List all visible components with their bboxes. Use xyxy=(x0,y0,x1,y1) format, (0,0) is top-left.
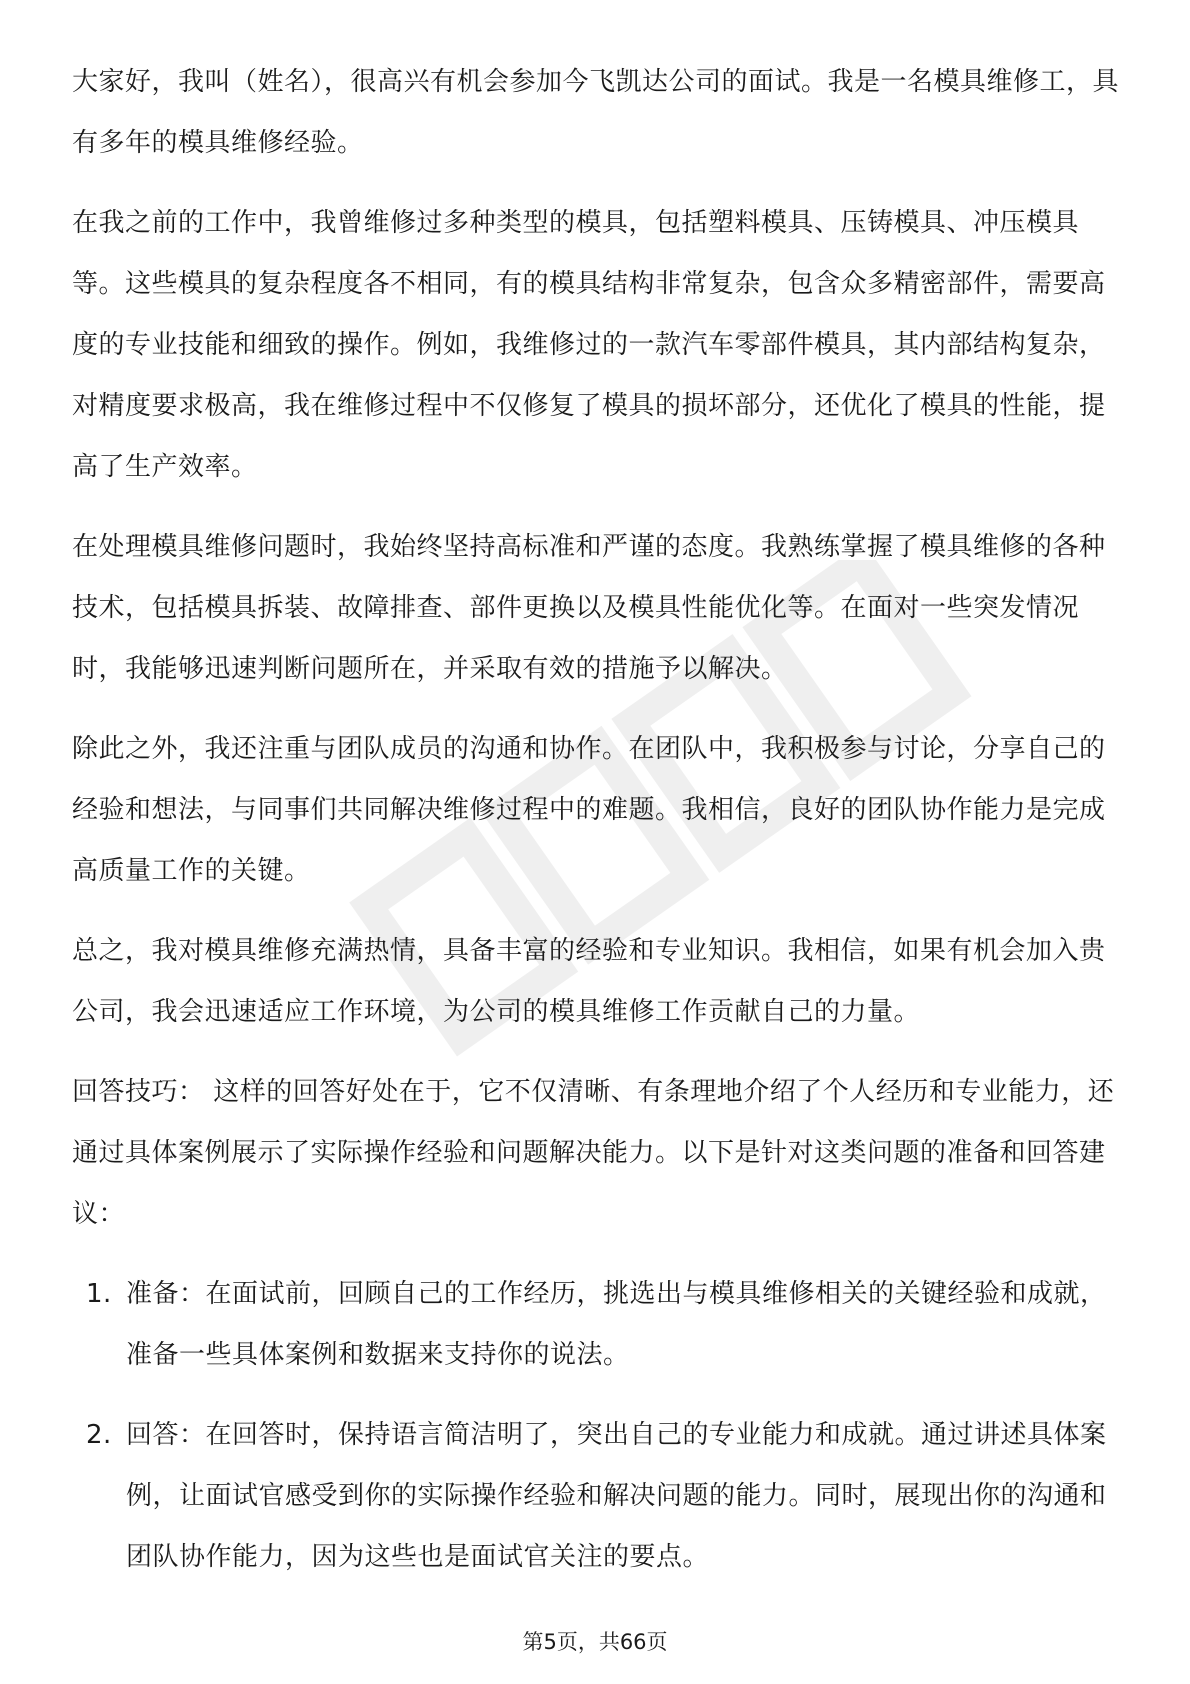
page-number-footer: 第5页，共66页 xyxy=(522,1630,668,1654)
list-item-number: 2. xyxy=(86,1420,112,1450)
document-page xyxy=(72,52,1122,1607)
tips-list xyxy=(72,1264,1122,1588)
paragraph-teamwork: 除此之外，我还注重与团队成员的沟通和协作。在团队中，我积极参与讨论，分享自己的经验和想法，与同事们共同解决维修过程中的难题。我相信，良好的团队协作能力是完成高质量工作的关键。 xyxy=(72,734,1106,886)
paragraph-summary: 总之，我对模具维修充满热情，具备丰富的经验和专业知识。我相信，如果有机会加入贵公司，我会迅速适应工作环境，为公司的模具维修工作贡献自己的力量。 xyxy=(72,936,1106,1027)
paragraph-experience: 在我之前的工作中，我曾维修过多种类型的模具，包括塑料模具、压铸模具、冲压模具等。这些模具的复杂程度各不相同，有的模具结构非常复杂，包含众多精密部件，需要高度的专业技能和细致的操作。例如，我维修过的一款汽车零部件模具，其内部结构复杂，对精度要求极高，我在维修过程中不仅修复了模具的损坏部分，还优化了模具的性能，提高了生产效率。 xyxy=(72,208,1106,482)
paragraph-answer-tips: 回答技巧： 这样的回答好处在于，它不仅清晰、有条理地介绍了个人经历和专业能力，还通过具体案例展示了实际操作经验和问题解决能力。以下是针对这类问题的准备和回答建议： xyxy=(72,1077,1115,1229)
list-item xyxy=(72,1405,1122,1588)
list-item-number: 1. xyxy=(86,1279,112,1309)
list-item-label: 准备： xyxy=(126,1279,206,1309)
list-item-label: 回答： xyxy=(126,1420,206,1450)
list-item-text: 在面试前，回顾自己的工作经历，挑选出与模具维修相关的关键经验和成就，准备一些具体案例和数据来支持你的说法。 xyxy=(126,1279,1107,1370)
paragraph-skills: 在处理模具维修问题时，我始终坚持高标准和严谨的态度。我熟练掌握了模具维修的各种技术，包括模具拆装、故障排查、部件更换以及模具性能优化等。在面对一些突发情况时，我能够迅速判断问题所在，并采取有效的措施予以解决。 xyxy=(72,532,1106,684)
list-item xyxy=(72,1264,1122,1386)
list-item-text: 在回答时，保持语言简洁明了，突出自己的专业能力和成就。通过讲述具体案例，让面试官感受到你的实际操作经验和解决问题的能力。同时，展现出你的沟通和团队协作能力，因为这些也是面试官关注的要点。 xyxy=(126,1420,1107,1572)
paragraph-intro: 大家好，我叫（姓名），很高兴有机会参加今飞凯达公司的面试。我是一名模具维修工，具有多年的模具维修经验。 xyxy=(72,67,1120,158)
